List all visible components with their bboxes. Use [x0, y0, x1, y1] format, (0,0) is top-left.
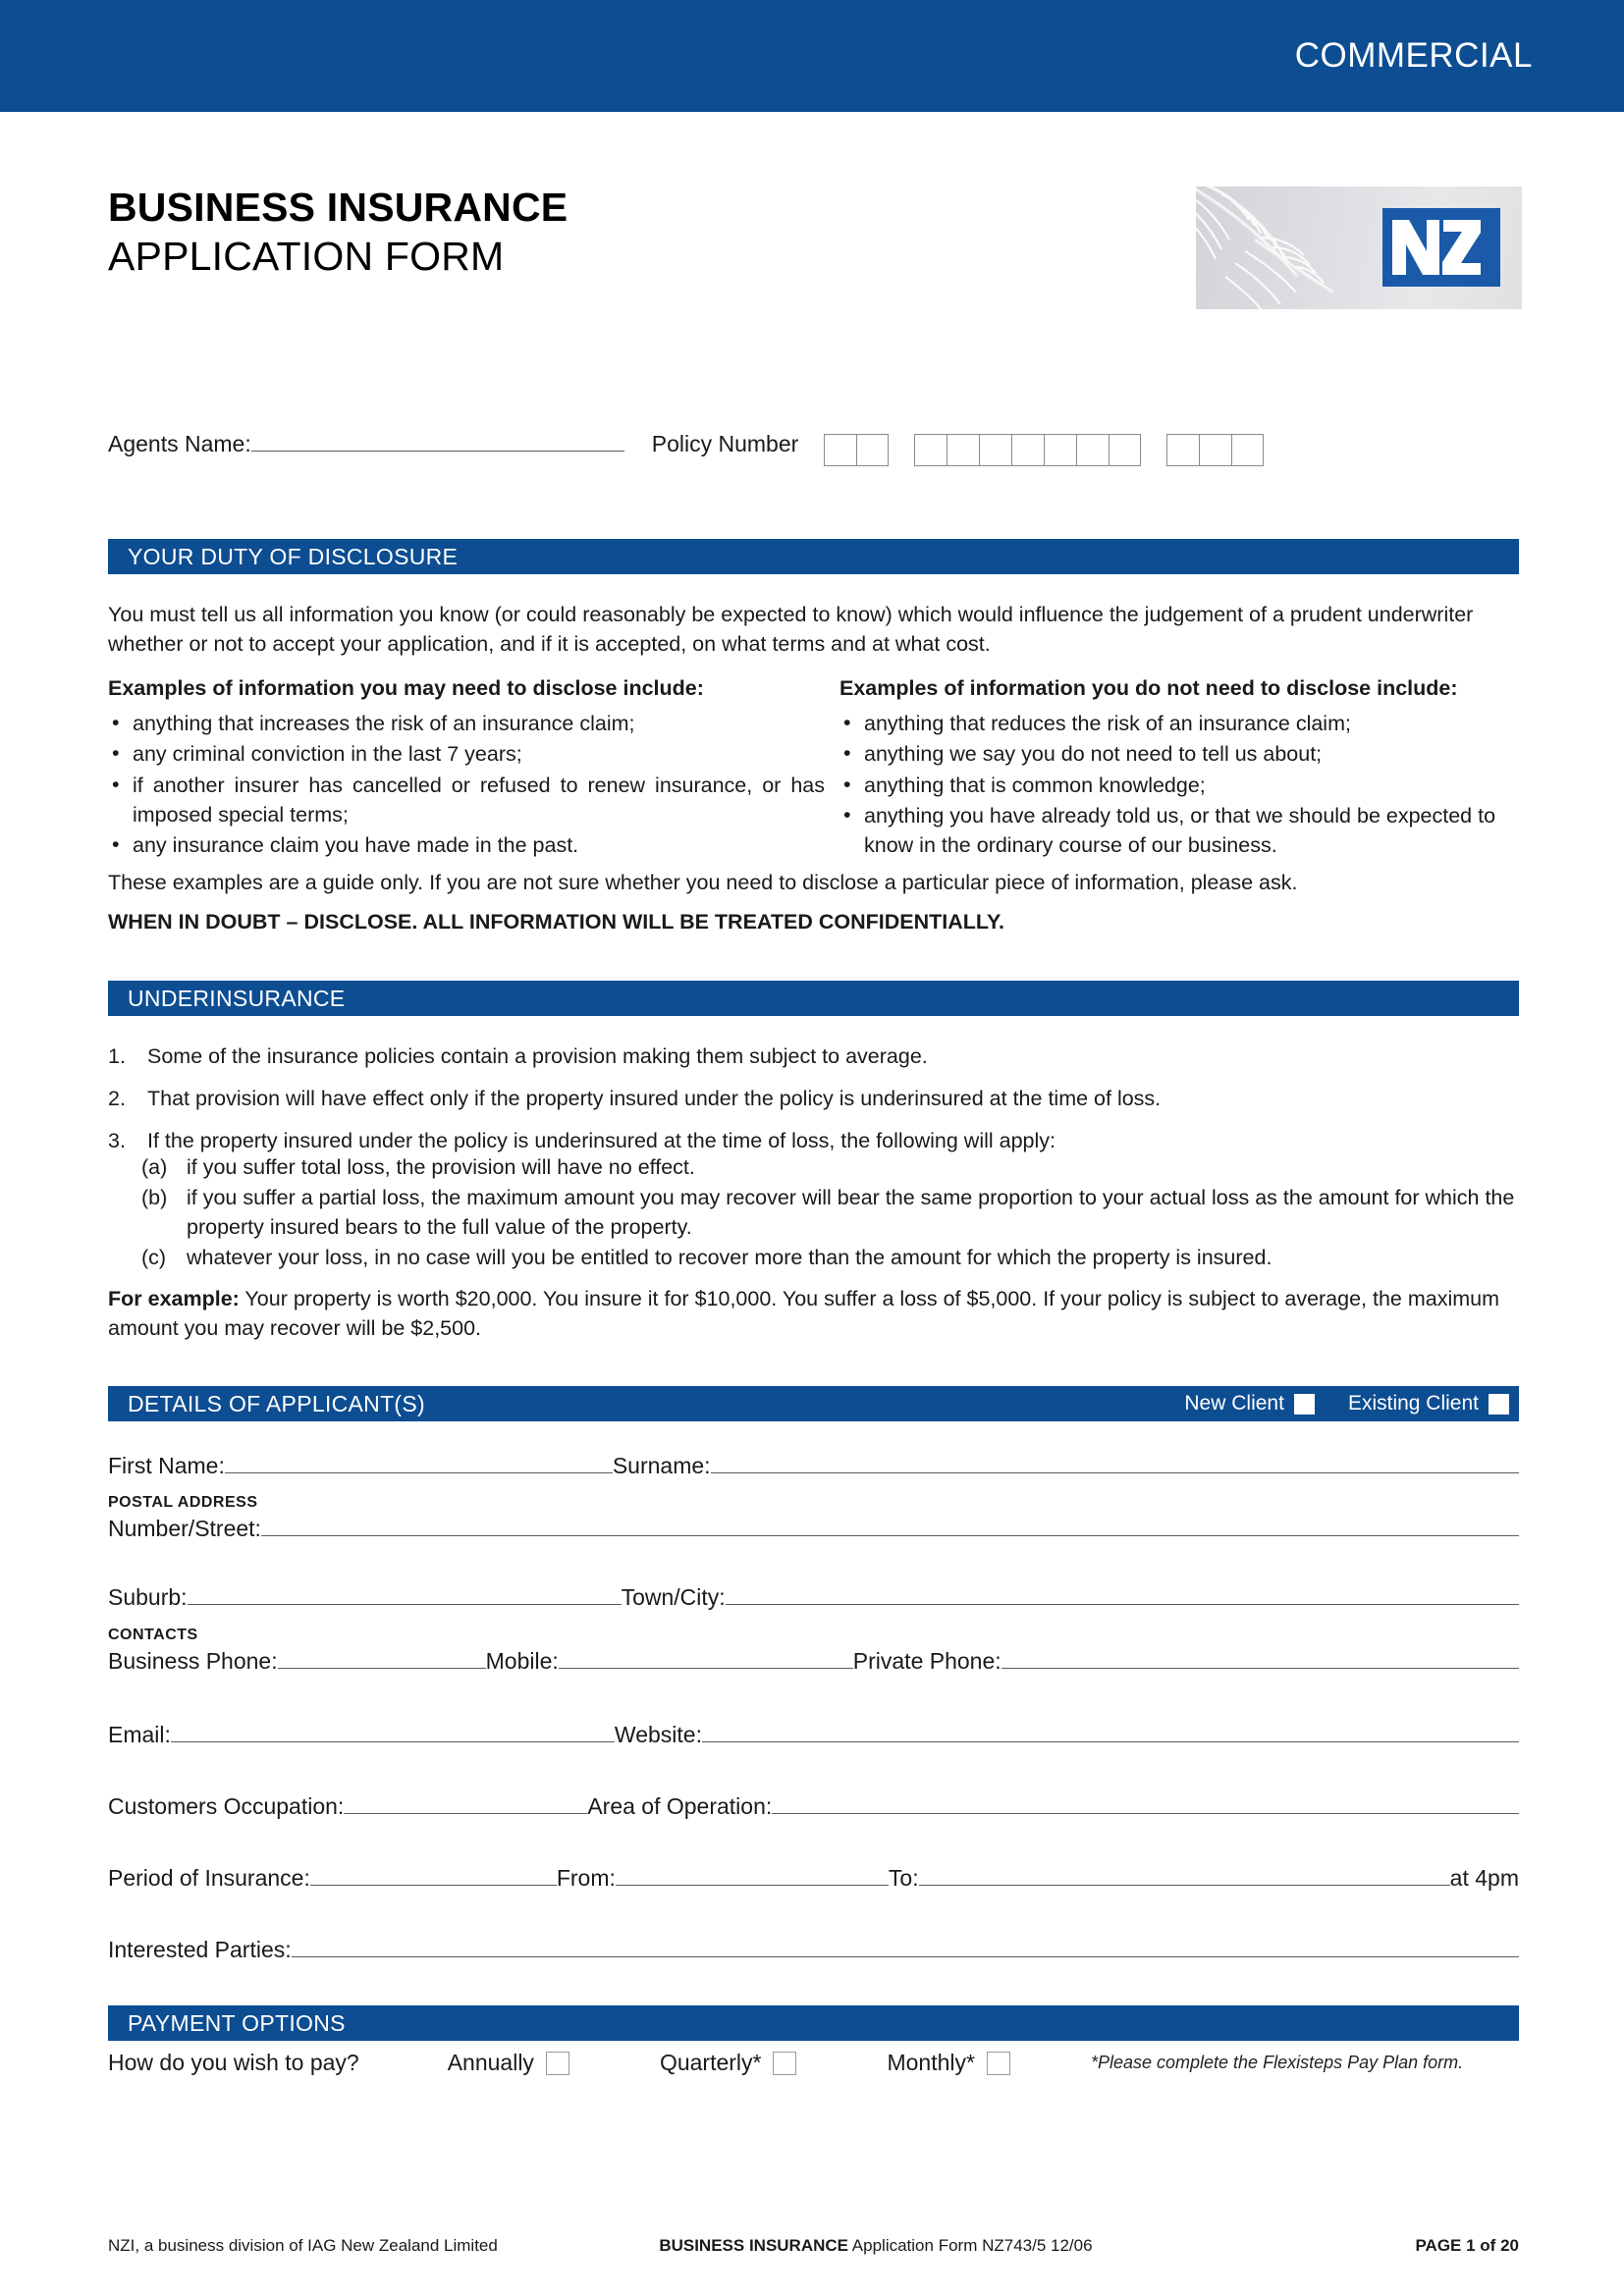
silver-fern-icon — [1196, 187, 1412, 309]
disclosure-left-list — [108, 709, 825, 862]
list-item — [141, 1183, 1519, 1242]
first-name-label: First Name: — [108, 1453, 225, 1478]
first-name-input[interactable] — [225, 1451, 613, 1473]
list-letter: (a) — [141, 1155, 168, 1179]
page-footer — [108, 2236, 1519, 2256]
suburb-input[interactable] — [188, 1582, 622, 1605]
list-text: if you suffer a partial loss, the maximum amount you may recover will bear the same proportion to your actual loss as the amount for which the property insured bears to the full value of the property. — [187, 1186, 1515, 1240]
nzi-logo — [1196, 187, 1522, 309]
list-item — [141, 1152, 1519, 1182]
policy-digit-box[interactable] — [914, 434, 947, 466]
list-item: • anything that increases the risk of an insurance claim; — [108, 709, 825, 738]
payment-options-row — [108, 2050, 1519, 2076]
occupation-operation-row — [108, 1791, 1519, 1820]
list-item — [108, 1084, 1519, 1113]
banner-label: COMMERCIAL — [1294, 36, 1533, 75]
email-label: Email: — [108, 1722, 171, 1747]
policy-digit-box[interactable] — [947, 434, 979, 466]
list-item: • anything we say you do not need to tell us about; — [839, 739, 1527, 769]
website-label: Website: — [614, 1722, 702, 1747]
agents-name-label: Agents Name: — [108, 431, 251, 456]
list-text: if you suffer total loss, the provision will have no effect. — [187, 1155, 695, 1179]
surname-label: Surname: — [612, 1453, 711, 1478]
policy-digit-box[interactable] — [1231, 434, 1264, 466]
policy-number-group-1[interactable] — [824, 434, 889, 466]
title-secondary: APPLICATION FORM — [108, 234, 505, 280]
email-input[interactable] — [171, 1720, 615, 1742]
disclosure-right-list — [839, 709, 1527, 862]
website-input[interactable] — [702, 1720, 1519, 1742]
policy-number-group-2[interactable] — [914, 434, 1141, 466]
payment-option-annually-label: Annually — [447, 2050, 534, 2075]
interested-parties-row — [108, 1935, 1519, 1963]
client-type-group — [1184, 1392, 1519, 1415]
policy-digit-box[interactable] — [1076, 434, 1109, 466]
section-title: UNDERINSURANCE — [128, 985, 346, 1011]
private-phone-input[interactable] — [1001, 1646, 1519, 1669]
section-header-disclosure — [108, 539, 1519, 574]
number-street-input[interactable] — [261, 1514, 1519, 1536]
payment-question: How do you wish to pay? — [108, 2050, 359, 2075]
list-item — [141, 1243, 1519, 1272]
list-item: • if another insurer has cancelled or refused to renew insurance, or has imposed special terms; — [108, 771, 825, 830]
postal-address-subheading: POSTAL ADDRESS — [108, 1494, 258, 1511]
suburb-city-row — [108, 1582, 1519, 1611]
list-text: If the property insured under the policy is underinsured at the time of loss, the following will apply: — [147, 1129, 1056, 1153]
footer-page-number: PAGE 1 of 20 — [1415, 2236, 1519, 2255]
policy-digit-box[interactable] — [1109, 434, 1141, 466]
new-client-label: New Client — [1184, 1392, 1284, 1415]
disclosure-intro: You must tell us all information you know (or could reasonably be expected to know) which would influence the judgement of a prudent underwriter whether or not to accept your application, and if it is accepted, on what terms and at what cost. — [108, 603, 1474, 656]
at-4pm-label: at 4pm — [1449, 1865, 1519, 1891]
list-item: • any criminal conviction in the last 7 years; — [108, 739, 825, 769]
number-street-row — [108, 1514, 1519, 1542]
to-label: To: — [888, 1865, 919, 1891]
underinsurance-numbered-list — [108, 1041, 1519, 1159]
payment-option-monthly-label: Monthly* — [887, 2050, 975, 2075]
phones-row — [108, 1646, 1519, 1675]
underinsurance-alpha-list — [141, 1152, 1519, 1273]
disclosure-bold-note: WHEN IN DOUBT – DISCLOSE. ALL INFORMATION WILL BE TREATED CONFIDENTIALLY. — [108, 910, 1004, 934]
list-text: Some of the insurance policies contain a provision making them subject to average. — [147, 1044, 928, 1068]
town-city-label: Town/City: — [621, 1584, 726, 1610]
example-text: Your property is worth $20,000. You insure it for $10,000. You suffer a loss of $5,000. If your policy is subject to average, the maximum amount you may recover will be $2,500. — [108, 1287, 1500, 1340]
payment-option-quarterly-label: Quarterly* — [659, 2050, 762, 2075]
policy-digit-box[interactable] — [979, 434, 1011, 466]
payment-option-monthly-checkbox[interactable] — [987, 2052, 1010, 2075]
section-header-payment — [108, 2005, 1519, 2041]
business-phone-input[interactable] — [278, 1646, 486, 1669]
from-input[interactable] — [616, 1863, 889, 1886]
to-input[interactable] — [919, 1863, 1450, 1886]
section-header-applicant — [108, 1386, 1519, 1421]
policy-number-group-3[interactable] — [1166, 434, 1264, 466]
area-of-operation-input[interactable] — [772, 1791, 1519, 1814]
footer-center — [659, 2236, 1092, 2256]
agent-policy-row — [108, 430, 1519, 469]
list-text: whatever your loss, in no case will you be entitled to recover more than the amount for which the property is insured. — [187, 1246, 1272, 1270]
payment-option-quarterly-checkbox[interactable] — [773, 2052, 796, 2075]
page-title — [108, 183, 568, 281]
interested-parties-input[interactable] — [292, 1935, 1519, 1957]
disclosure-left-heading: Examples of information you may need to disclose include: — [108, 676, 704, 700]
payment-note: *Please complete the Flexisteps Pay Plan form. — [1090, 2053, 1464, 2072]
section-title: YOUR DUTY OF DISCLOSURE — [128, 543, 459, 569]
section-header-underinsurance — [108, 981, 1519, 1016]
footer-left: NZI, a business division of IAG New Zealand Limited — [108, 2236, 498, 2255]
interested-parties-label: Interested Parties: — [108, 1937, 292, 1962]
period-of-insurance-label: Period of Insurance: — [108, 1865, 310, 1891]
business-phone-label: Business Phone: — [108, 1648, 278, 1674]
example-label: For example: — [108, 1287, 240, 1310]
list-text: That provision will have effect only if the property insured under the policy is underinsured at the time of loss. — [147, 1087, 1162, 1111]
town-city-input[interactable] — [726, 1582, 1519, 1605]
list-item: • anything that reduces the risk of an insurance claim; — [839, 709, 1527, 738]
mobile-input[interactable] — [559, 1646, 853, 1669]
existing-client-checkbox[interactable] — [1489, 1394, 1509, 1415]
title-primary: BUSINESS INSURANCE — [108, 185, 568, 230]
mobile-label: Mobile: — [485, 1648, 559, 1674]
list-item: • any insurance claim you have made in the past. — [108, 830, 825, 860]
area-of-operation-label: Area of Operation: — [587, 1793, 773, 1819]
list-item — [108, 1041, 1519, 1071]
list-number: 3. — [108, 1129, 126, 1153]
customers-occupation-label: Customers Occupation: — [108, 1793, 345, 1819]
policy-number-label: Policy Number — [651, 431, 799, 456]
existing-client-label: Existing Client — [1347, 1392, 1479, 1415]
top-banner — [0, 0, 1624, 112]
list-item — [108, 1126, 1519, 1155]
underinsurance-example — [108, 1285, 1519, 1343]
policy-digit-box[interactable] — [1166, 434, 1199, 466]
period-of-insurance-input[interactable] — [310, 1863, 557, 1886]
list-letter: (c) — [141, 1246, 167, 1270]
private-phone-label: Private Phone: — [852, 1648, 1001, 1674]
policy-digit-box[interactable] — [824, 434, 856, 466]
list-item: • anything that is common knowledge; — [839, 771, 1527, 800]
suburb-label: Suburb: — [108, 1584, 188, 1610]
customers-occupation-input[interactable] — [344, 1791, 587, 1814]
footer-center-bold: BUSINESS INSURANCE — [659, 2236, 849, 2255]
email-website-row — [108, 1720, 1519, 1748]
period-of-insurance-row — [108, 1863, 1519, 1892]
footer-center-rest: Application Form NZ743/5 12/06 — [848, 2236, 1093, 2255]
new-client-checkbox[interactable] — [1294, 1394, 1315, 1415]
payment-option-annually-checkbox[interactable] — [546, 2052, 569, 2075]
policy-digit-box[interactable] — [1199, 434, 1231, 466]
agents-name-input[interactable] — [251, 430, 624, 452]
list-item: • anything you have already told us, or that we should be expected to know in the ordinary course of our business. — [839, 801, 1527, 861]
from-label: From: — [556, 1865, 616, 1891]
section-title: PAYMENT OPTIONS — [128, 2009, 346, 2036]
name-row — [108, 1451, 1519, 1479]
list-letter: (b) — [141, 1186, 168, 1210]
disclosure-right-heading: Examples of information you do not need to disclose include: — [839, 676, 1458, 700]
list-number: 2. — [108, 1087, 126, 1111]
number-street-label: Number/Street: — [108, 1516, 261, 1541]
contacts-subheading: CONTACTS — [108, 1627, 198, 1643]
policy-digit-box[interactable] — [1044, 434, 1076, 466]
disclosure-guide-note: These examples are a guide only. If you are not sure whether you need to disclose a particular piece of information, please ask. — [108, 871, 1298, 894]
list-number: 1. — [108, 1044, 126, 1068]
policy-digit-box[interactable] — [856, 434, 889, 466]
policy-digit-box[interactable] — [1011, 434, 1044, 466]
surname-input[interactable] — [711, 1451, 1519, 1473]
nzi-wordmark — [1382, 208, 1500, 287]
section-title: DETAILS OF APPLICANT(S) — [128, 1390, 425, 1416]
